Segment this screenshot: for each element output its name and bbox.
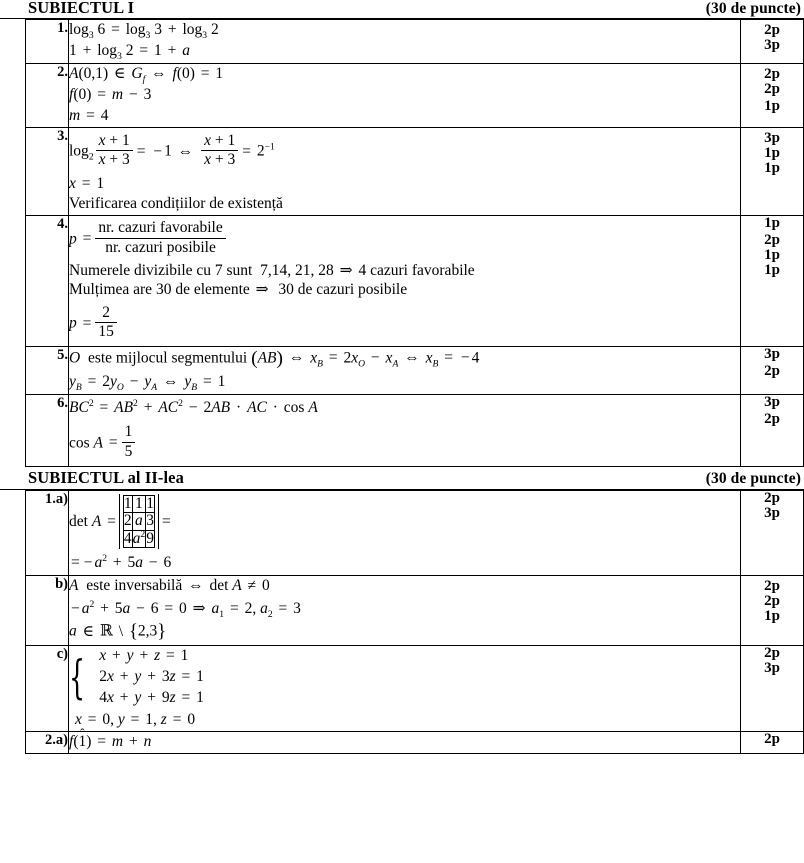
math-line: $\log_2$ $\frac{x + 1}{x + 3}$ = − 1 ⇔ $\frac{x + 1}{x + 3}$ = $2^{-1}$	[69, 131, 275, 169]
math-line: f(0) = m − 3	[69, 85, 152, 103]
row-points	[741, 346, 804, 394]
math-line: f( 1) = m + n	[69, 732, 152, 750]
math-line: O este mijlocul segmentului (AB) ⇔ $x_B = 2x_O - x_A$ ⇔ $x_B$ = − 4	[69, 347, 480, 370]
text-fragment: 4 cazuri favorabile	[358, 261, 475, 279]
math-line: x + y + z = 1	[99, 646, 189, 664]
points-value: 2p	[764, 730, 780, 747]
answers-table-subiectul-ii	[25, 490, 804, 754]
math-line: 4x + y + 9z = 1	[99, 689, 204, 707]
points-value: 1p	[764, 160, 780, 177]
text-fragment: este mijlocul segmentului	[87, 349, 248, 367]
row-number: c)	[26, 645, 69, 731]
points-value: 2p	[764, 577, 780, 594]
row-solution	[69, 490, 741, 575]
fraction-numerator: nr. cazuri favorabile	[95, 220, 225, 238]
points-value: 2p	[764, 644, 780, 661]
points-value: 2p	[764, 410, 780, 427]
math-line: a ∈ ℝ \ {2,3}	[69, 621, 167, 643]
det-label: det	[69, 512, 88, 530]
row-solution	[69, 128, 741, 215]
points-value: 1p	[764, 261, 780, 278]
row-number: 6.	[26, 394, 69, 466]
math-line: $y_B = 2y_O - y_A$ ⇔ $y_B = 1$	[69, 373, 226, 394]
row-solution	[69, 63, 741, 128]
math-line: p = $\frac{\text{nr. cazuri favorabile}}{\text{nr. cazuri posibile}}$	[69, 216, 740, 262]
math-line: cos A = $\frac{1}{5}$	[69, 420, 740, 466]
equation-system	[69, 646, 204, 710]
table-row	[26, 20, 804, 64]
answers-table-subiectul-i	[25, 19, 804, 467]
row-solution	[69, 394, 741, 466]
determinant-matrix: 1 1 1 2 a 3 4 $a^2$ 9	[119, 494, 159, 549]
row-solution	[69, 20, 741, 64]
row-number: 3.	[26, 128, 69, 215]
row-points	[741, 215, 804, 346]
math-line: A este inversabilă ⇔ det A ≠ 0	[69, 576, 270, 594]
text-fragment: este inversabilă	[86, 576, 183, 594]
table-row	[26, 346, 804, 394]
points-value: 1p	[764, 145, 780, 162]
points-value: 2p	[764, 65, 780, 82]
points-value: 1p	[764, 214, 780, 231]
math-line: det A = 1 1 1 2 a 3 4 $a^2$ 9 =	[69, 491, 740, 552]
text-fragment: Numerele divizibile cu 7 sunt	[69, 261, 253, 279]
math-line: p = $\frac{2}{15}$	[69, 300, 740, 346]
row-points	[741, 128, 804, 215]
row-number: 4.	[26, 215, 69, 346]
row-solution	[69, 731, 741, 753]
points-value: 3p	[764, 504, 780, 521]
points-value: 2p	[764, 231, 780, 248]
points-value: 1p	[764, 97, 780, 114]
points-value: 1p	[764, 607, 780, 624]
math-line: $1 + \log_3 2 = 1 + a$	[69, 42, 190, 63]
points-value: 3p	[764, 37, 780, 53]
points-value: 3p	[764, 130, 780, 147]
points-value: 3p	[764, 659, 780, 676]
row-number: 5.	[26, 346, 69, 394]
section-title: SUBIECTUL al II-lea	[28, 468, 184, 488]
table-row	[26, 215, 804, 346]
table-row	[26, 128, 804, 215]
row-points	[741, 63, 804, 128]
text-fragment: 30 de cazuri posibile	[278, 280, 408, 298]
section-points: (30 de puncte)	[705, 470, 801, 488]
section-title: SUBIECTUL I	[28, 0, 135, 17]
points-value: 2p	[764, 22, 780, 38]
fraction-denominator: nr. cazuri posibile	[105, 238, 216, 256]
row-number: 2.	[26, 63, 69, 128]
text-fragment: Mulțimea are 30 de elemente	[69, 280, 250, 298]
table-row	[26, 575, 804, 645]
math-line: m = 4	[69, 107, 109, 125]
row-solution	[69, 215, 741, 346]
row-points	[741, 645, 804, 731]
table-row	[26, 645, 804, 731]
table-row	[26, 731, 804, 753]
math-line: x = 0, y = 1, z = 0	[75, 710, 196, 728]
row-solution	[69, 575, 741, 645]
math-line: A(0,1) ∈ $G_f$ ⇔ f(0) = 1	[69, 64, 224, 85]
row-points	[741, 20, 804, 64]
section-header-subiectul-ii	[0, 467, 804, 490]
table-row	[26, 394, 804, 466]
row-points	[741, 490, 804, 575]
row-solution	[69, 346, 741, 394]
row-number: b)	[26, 575, 69, 645]
points-value: 2p	[764, 362, 780, 379]
table-row	[26, 490, 804, 575]
row-number: 1.	[26, 20, 69, 64]
section-header-subiectul-i	[0, 0, 804, 19]
math-line: Numerele divizibile cu 7 sunt 7,14, 21, 28 ⇒ 4 cazuri favorabile	[69, 261, 475, 279]
math-line: $\log_3 6 = \log_3 3 + \log_3 2$	[69, 21, 219, 42]
row-points	[741, 394, 804, 466]
math-line: Mulțimea are 30 de elemente ⇒ 30 de cazuri posibile	[69, 280, 408, 298]
text-fragment: 7,14, 21, 28	[260, 261, 334, 279]
math-line: $BC^2 = AB^2 + AC^2 - 2AB$ · AC · cos A	[69, 397, 318, 416]
row-points	[741, 575, 804, 645]
points-value: 2p	[764, 592, 780, 609]
row-number: 1.a)	[26, 490, 69, 575]
row-number: 2.a)	[26, 731, 69, 753]
math-line: x = 1	[69, 175, 105, 193]
math-line: Verificarea condițiilor de existență	[69, 195, 283, 213]
row-solution	[69, 645, 741, 731]
math-line: 2x + y + 3z = 1	[99, 668, 204, 686]
math-line: − $a^2 + 5a - 6 = 0$ ⇒ $a_1 = 2$, $a_2 = 3$	[71, 598, 301, 621]
points-value: 1p	[764, 246, 780, 263]
points-value: 2p	[764, 80, 780, 97]
section-points: (30 de puncte)	[705, 0, 801, 17]
points-value: 2p	[764, 489, 780, 506]
points-value: 3p	[764, 393, 780, 410]
row-points	[741, 731, 804, 753]
table-row	[26, 63, 804, 128]
math-line: = − $a^2 + 5a - 6$	[71, 553, 172, 572]
det-label: det	[209, 576, 229, 594]
points-value: 3p	[764, 345, 780, 362]
left-brace: {	[69, 649, 86, 704]
